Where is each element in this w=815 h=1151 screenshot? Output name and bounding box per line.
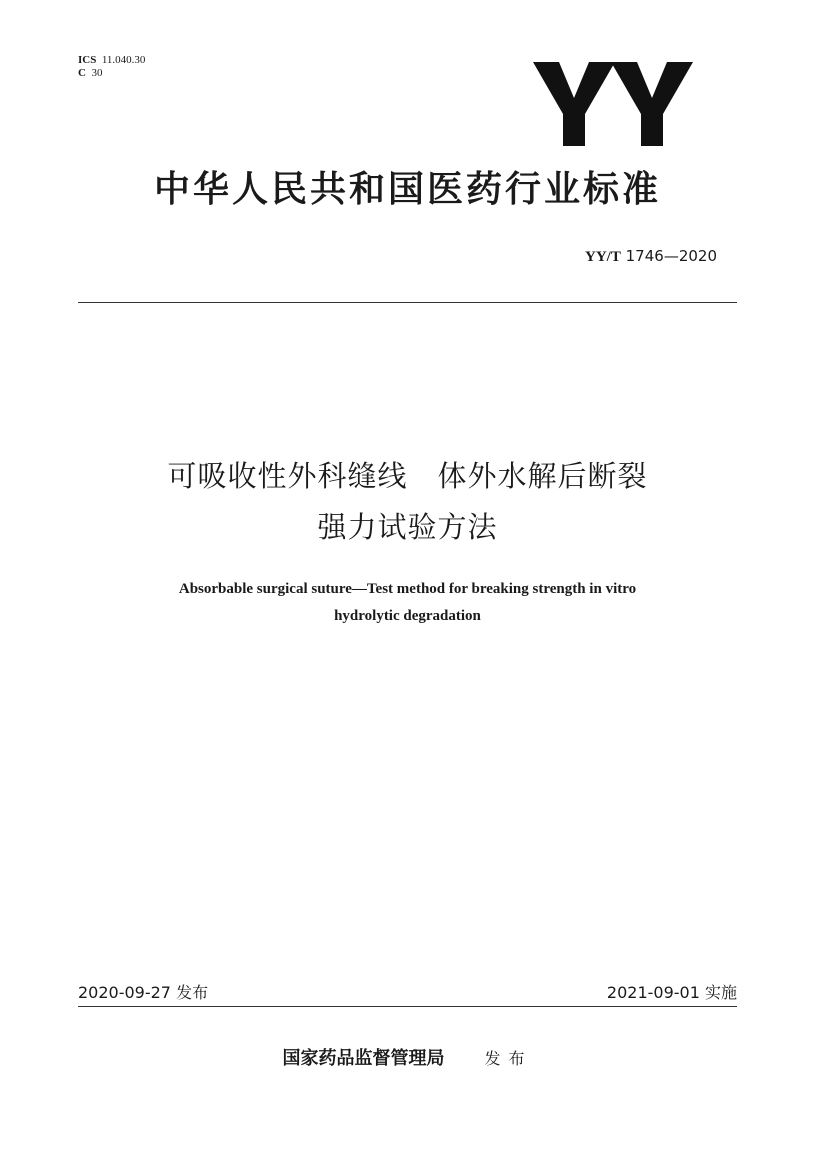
issuer-name: 国家药品监督管理局 [282, 1048, 445, 1069]
standard-prefix: YY/T [585, 249, 621, 265]
ics-value: 11.040.30 [101, 54, 146, 66]
title-zh-line1: 可吸收性外科缝线 体外水解后断裂 [167, 459, 648, 493]
standard-number [585, 246, 717, 267]
issuer-action: 发布 [484, 1049, 533, 1068]
title-zh-line2: 强力试验方法 [317, 510, 498, 544]
implement-date: 2021-09-01 实施 [606, 983, 737, 1002]
classification-codes [78, 54, 145, 80]
ics-label: ICS [78, 54, 97, 66]
ccs-label: C [78, 67, 86, 79]
issue-date: 2020-09-27 发布 [78, 983, 209, 1002]
title-en-line1: Absorbable surgical suture—Test method for breaking strength in vitro [178, 581, 637, 597]
yy-logo [528, 48, 698, 148]
organization-title: 中华人民共和国医药行业标准 [153, 169, 661, 210]
footer-divider [78, 1006, 737, 1007]
issuer-line [0, 1046, 815, 1072]
title-en-line2: hydrolytic degradation [334, 608, 481, 624]
standard-code: 1746—2020 [625, 247, 717, 265]
header-divider [78, 302, 737, 303]
ccs-value: 30 [91, 67, 103, 79]
